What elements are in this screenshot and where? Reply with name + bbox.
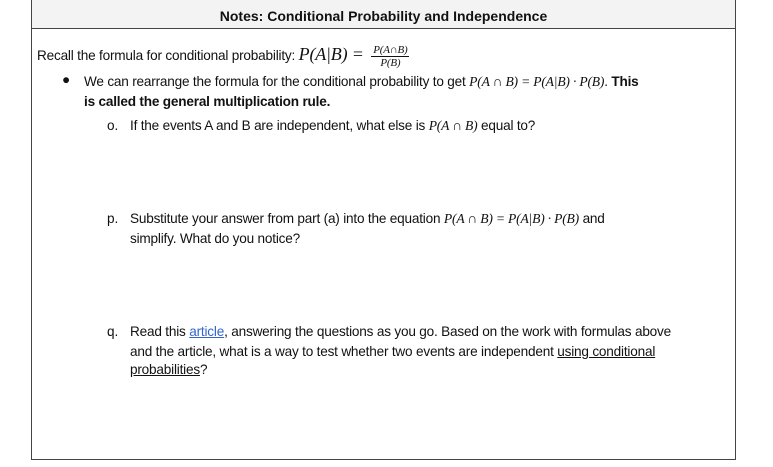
fraction (371, 44, 409, 69)
fraction-numerator: P(A∩B) (373, 44, 408, 56)
item-p-line-2: simplify. What do you notice? (130, 231, 300, 246)
formula-lhs: P(A|B) = (298, 44, 364, 65)
notes-box (31, 0, 736, 460)
recall-line (37, 44, 409, 69)
item-o-formula: P(A ∩ B) (428, 118, 478, 133)
notes-title: Notes: Conditional Probability and Independence (32, 0, 735, 29)
bullet-period: . (604, 74, 612, 89)
item-q-line-2-text: and the article, what is a way to test whether two events are independent (130, 344, 554, 359)
item-p-label: p. (107, 211, 119, 226)
item-q-text: Read this (130, 324, 186, 339)
item-p-formula: P(A ∩ B) = P(A|B) · P(B) (443, 211, 579, 226)
bullet-line-2: is called the general multiplication rule. (84, 94, 331, 109)
fraction-denominator: P(B) (380, 57, 401, 69)
item-p-text: Substitute your answer from part (a) into the equation (130, 211, 441, 226)
item-q-line-2 (130, 344, 655, 359)
item-q-label: q. (107, 324, 119, 339)
item-o-label: o. (107, 118, 119, 133)
item-q-underlined: using conditional (557, 344, 656, 359)
item-p (130, 211, 605, 227)
bullet-line-1 (84, 74, 639, 90)
item-o-text: If the events A and B are independent, what else is (130, 118, 426, 133)
item-q-question-mark: ? (199, 362, 208, 377)
item-o (130, 118, 535, 134)
item-p-post: and (582, 211, 605, 226)
item-o-post: equal to? (481, 118, 536, 133)
recall-text: Recall the formula for conditional probability: (37, 48, 296, 64)
bullet-icon: ● (62, 72, 71, 87)
item-q (130, 324, 671, 339)
bullet-text: We can rearrange the formula for the conditional probability to get (84, 74, 466, 89)
bullet-bold: This (611, 74, 639, 89)
article-link[interactable]: article (189, 324, 225, 339)
item-q-line-3 (130, 362, 207, 377)
item-q-underlined-2: probabilities (130, 362, 200, 377)
item-q-post: , answering the questions as you go. Based on the work with formulas above (224, 324, 671, 339)
bullet-formula: P(A ∩ B) = P(A|B) · P(B) (469, 74, 605, 89)
